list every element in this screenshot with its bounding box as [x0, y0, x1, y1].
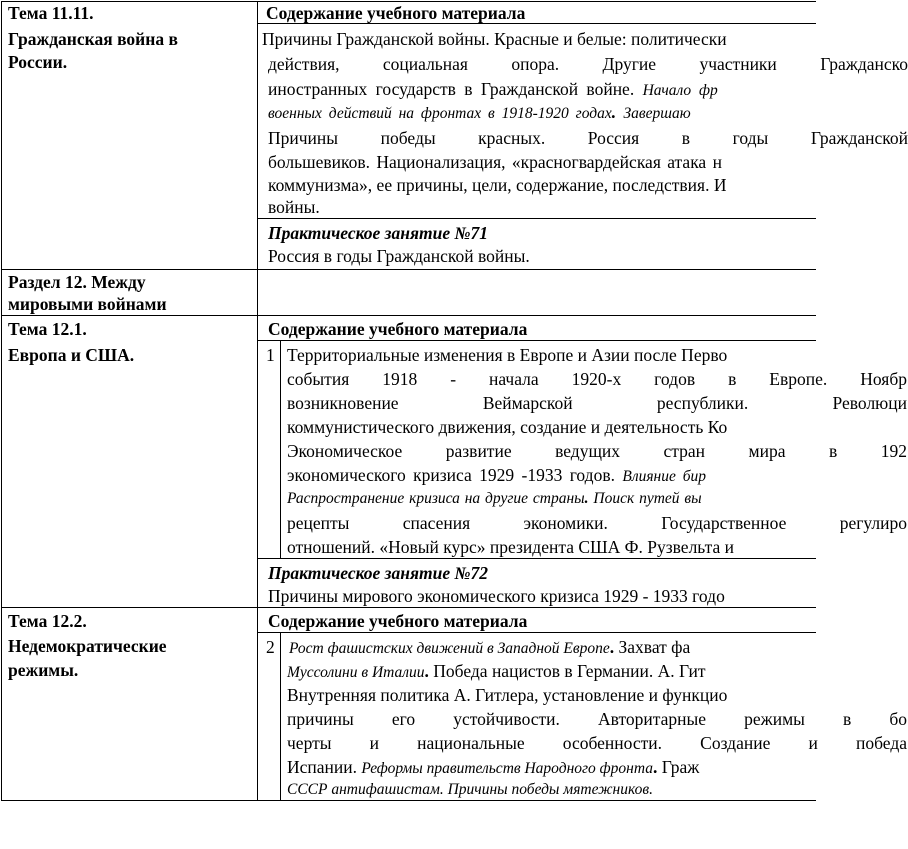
- practice-text: Причины мирового экономического кризиса 1929 - 1933 годо: [268, 586, 725, 606]
- content-line: Территориальные изменения в Европе и Азии после Перво: [287, 345, 728, 365]
- practice-title: Практическое занятие №71: [268, 223, 488, 243]
- topic-number: Тема 11.11.: [8, 3, 94, 23]
- cell-divider: [257, 340, 816, 341]
- topic-title: Гражданская война в: [8, 29, 178, 49]
- topic-title: Недемократические: [8, 636, 167, 656]
- content-line: Причины победы красных. Россия в годы Гражданской: [268, 128, 908, 148]
- row-divider: [1, 315, 816, 316]
- content-line: коммунизма», ее причины, цели, содержание, последствия. И: [268, 175, 727, 195]
- content-line: Распространение кризиса на другие страны. Поиск путей вы: [287, 490, 702, 507]
- topic-title: России.: [8, 52, 68, 72]
- content-line: иностранных государств в Гражданской войне. Начало фр: [268, 79, 718, 99]
- content-line: отношений. «Новый курс» президента США Ф. Рузвельта и: [287, 537, 734, 557]
- content-line: СССР антифашистам. Причины победы мятежников.: [287, 781, 653, 798]
- content-line: рецепты спасения экономики. Государственное регулиро: [287, 513, 907, 533]
- content-line: возникновение Веймарской республики. Революци: [287, 393, 907, 413]
- row-divider: [1, 269, 816, 270]
- section-title: Раздел 12. Между: [8, 272, 146, 292]
- content-line: войны.: [268, 197, 320, 217]
- content-line: военных действий на фронтах в 1918-1920 годах. Завершаю: [268, 102, 691, 122]
- content-line: Испании. Реформы правительств Народного фронта. Граж: [287, 757, 700, 777]
- content-line: события 1918 - начала 1920-х годов в Европе. Ноябр: [287, 369, 907, 389]
- content-line: коммунистического движения, создание и деятельность Ко: [287, 417, 728, 437]
- content-line: действия, социальная опора. Другие участники Гражданско: [268, 54, 908, 74]
- content-line: черты и национальные особенности. Создание и победа: [287, 733, 907, 753]
- topic-title: Европа и США.: [8, 345, 135, 365]
- table-border-left: [1, 1, 2, 801]
- cell-divider: [257, 218, 816, 219]
- topic-title: режимы.: [8, 660, 79, 680]
- content-line: большевиков. Национализация, «красногвардейская атака н: [268, 152, 722, 172]
- number-column-divider: [280, 632, 281, 800]
- content-header: Содержание учебного материала: [266, 3, 526, 23]
- content-line: Внутренняя политика А. Гитлера, установление и функцио: [287, 685, 728, 705]
- content-line: причины его устойчивости. Авторитарные режимы в бо: [287, 709, 907, 729]
- cell-divider: [257, 558, 816, 559]
- topic-number: Тема 12.1.: [8, 319, 87, 339]
- content-line: Рост фашистских движений в Западной Европе. Захват фа: [289, 637, 691, 657]
- item-number: 1: [266, 345, 275, 365]
- row-divider: [1, 607, 816, 608]
- practice-title: Практическое занятие №72: [268, 563, 488, 583]
- content-line: Экономическое развитие ведущих стран мира в 192: [287, 441, 907, 461]
- content-line: экономического кризиса 1929 -1933 годов. Влияние бир: [287, 465, 707, 485]
- cell-divider: [257, 632, 816, 633]
- content-header: Содержание учебного материала: [268, 611, 528, 631]
- topic-number: Тема 12.2.: [8, 611, 87, 631]
- content-line: Муссолини в Италии. Победа нацистов в Германии. А. Гит: [287, 661, 706, 681]
- content-header: Содержание учебного материала: [268, 319, 528, 339]
- number-column-divider: [280, 340, 281, 558]
- content-line: Причины Гражданской войны. Красные и белые: политически: [262, 29, 727, 49]
- practice-text: Россия в годы Гражданской войны.: [268, 246, 530, 266]
- item-number: 2: [266, 637, 275, 657]
- column-divider: [257, 1, 258, 801]
- section-title: мировыми войнами: [8, 294, 167, 314]
